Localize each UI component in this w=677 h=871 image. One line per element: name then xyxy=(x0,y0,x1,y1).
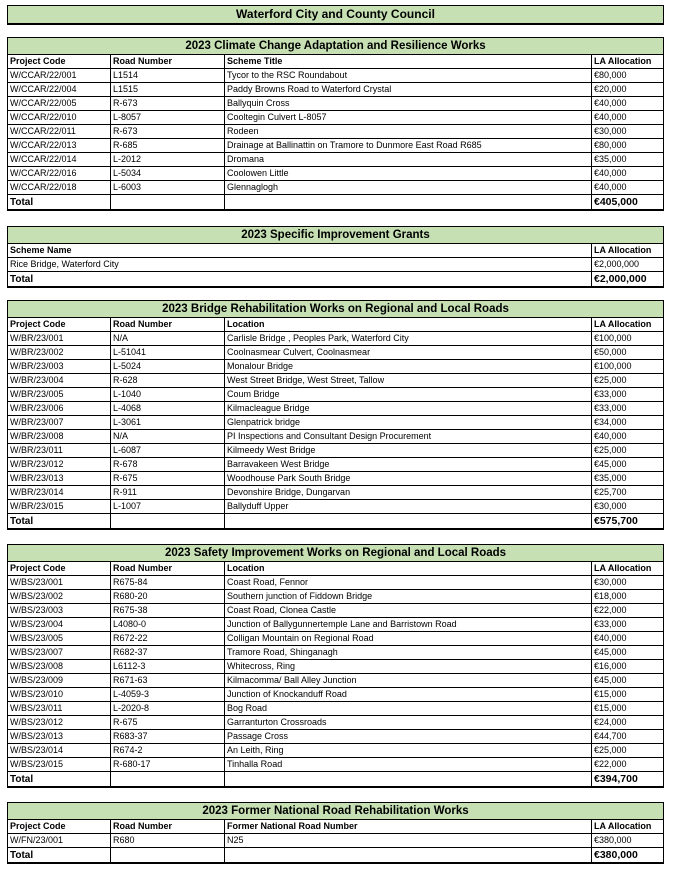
table-row xyxy=(8,69,664,83)
table-cell: Coolowen Little xyxy=(225,167,592,181)
section-title: 2023 Former National Road Rehabilitation Works xyxy=(8,803,664,820)
table-cell: R-673 xyxy=(111,97,225,111)
section-title-row xyxy=(8,227,664,244)
column-header-row xyxy=(8,820,664,834)
table-cell: Southern junction of Fiddown Bridge xyxy=(225,590,592,604)
table-cell: L-8057 xyxy=(111,111,225,125)
table-cell: Rice Bridge, Waterford City xyxy=(8,258,592,272)
table-cell: Garranturton Crossroads xyxy=(225,716,592,730)
table-cell: Drainage at Ballinattin on Tramore to Dunmore East Road R685 xyxy=(225,139,592,153)
allocation-cell: €35,000 xyxy=(592,472,664,486)
table-cell: L-3061 xyxy=(111,416,225,430)
table-cell: R672-22 xyxy=(111,632,225,646)
column-header: Scheme Name xyxy=(8,244,592,258)
climate-change-table xyxy=(7,37,664,211)
table-cell: N/A xyxy=(111,430,225,444)
table-cell: W/BS/23/005 xyxy=(8,632,111,646)
allocation-cell: €40,000 xyxy=(592,430,664,444)
table-cell: L-1040 xyxy=(111,388,225,402)
column-header: LA Allocation xyxy=(592,820,664,834)
table-cell: W/BS/23/002 xyxy=(8,590,111,604)
table-row xyxy=(8,139,664,153)
table-cell: Junction of Knockanduff Road xyxy=(225,688,592,702)
table-cell: Dromana xyxy=(225,153,592,167)
total-amount: €394,700 xyxy=(592,772,664,788)
table-row xyxy=(8,688,664,702)
table-row xyxy=(8,402,664,416)
table-cell: W/BS/23/010 xyxy=(8,688,111,702)
table-cell: L1515 xyxy=(111,83,225,97)
table-row xyxy=(8,674,664,688)
total-row xyxy=(8,772,664,788)
table-cell: R675-84 xyxy=(111,576,225,590)
allocation-cell: €30,000 xyxy=(592,500,664,514)
table-row xyxy=(8,167,664,181)
table-row xyxy=(8,388,664,402)
table-cell: L-51041 xyxy=(111,346,225,360)
table-row xyxy=(8,716,664,730)
table-row xyxy=(8,604,664,618)
table-cell: W/CCAR/22/010 xyxy=(8,111,111,125)
table-row xyxy=(8,346,664,360)
table-cell: Glenpatrick bridge xyxy=(225,416,592,430)
table-cell: L-2020-8 xyxy=(111,702,225,716)
allocation-cell: €100,000 xyxy=(592,332,664,346)
table-cell: Kilmacomma/ Ball Alley Junction xyxy=(225,674,592,688)
allocation-cell: €15,000 xyxy=(592,702,664,716)
allocation-cell: €40,000 xyxy=(592,632,664,646)
table-cell: W/BS/23/001 xyxy=(8,576,111,590)
allocation-cell: €22,000 xyxy=(592,604,664,618)
table-cell: L-4059-3 xyxy=(111,688,225,702)
table-cell: W/BS/23/004 xyxy=(8,618,111,632)
bridge-rehabilitation-table xyxy=(7,300,664,530)
table-cell: L-5024 xyxy=(111,360,225,374)
table-cell: W/BS/23/003 xyxy=(8,604,111,618)
table-row xyxy=(8,430,664,444)
table-cell: R-673 xyxy=(111,125,225,139)
column-header: Road Number xyxy=(111,318,225,332)
section-title: 2023 Bridge Rehabilitation Works on Regional and Local Roads xyxy=(8,301,664,318)
table-cell: Devonshire Bridge, Dungarvan xyxy=(225,486,592,500)
table-row xyxy=(8,472,664,486)
allocation-cell: €380,000 xyxy=(592,834,664,848)
table-cell: Colligan Mountain on Regional Road xyxy=(225,632,592,646)
allocation-cell: €24,000 xyxy=(592,716,664,730)
table-cell: L6112-3 xyxy=(111,660,225,674)
table-cell: Coast Road, Clonea Castle xyxy=(225,604,592,618)
table-cell: R680 xyxy=(111,834,225,848)
empty-cell xyxy=(111,848,225,864)
table-cell: Kilmacleague Bridge xyxy=(225,402,592,416)
table-row xyxy=(8,576,664,590)
allocation-cell: €80,000 xyxy=(592,69,664,83)
table-row xyxy=(8,360,664,374)
allocation-cell: €33,000 xyxy=(592,388,664,402)
table-cell: Cooltegin Culvert L-8057 xyxy=(225,111,592,125)
table-cell: W/BR/23/015 xyxy=(8,500,111,514)
total-amount: €2,000,000 xyxy=(592,272,664,288)
section-title: 2023 Specific Improvement Grants xyxy=(8,227,664,244)
table-cell: W/BS/23/015 xyxy=(8,758,111,772)
table-row xyxy=(8,744,664,758)
empty-cell xyxy=(111,195,225,211)
section-title-row xyxy=(8,545,664,562)
table-cell: W/CCAR/22/001 xyxy=(8,69,111,83)
former-national-road-table xyxy=(7,802,664,864)
allocation-cell: €25,000 xyxy=(592,744,664,758)
table-cell: R682-37 xyxy=(111,646,225,660)
table-cell: Tycor to the RSC Roundabout xyxy=(225,69,592,83)
table-row xyxy=(8,660,664,674)
table-cell: An Leith, Ring xyxy=(225,744,592,758)
table-cell: R-678 xyxy=(111,458,225,472)
table-cell: W/BR/23/008 xyxy=(8,430,111,444)
total-amount: €380,000 xyxy=(592,848,664,864)
page-title: Waterford City and County Council xyxy=(7,5,664,25)
table-cell: Whitecross, Ring xyxy=(225,660,592,674)
table-cell: W/BS/23/013 xyxy=(8,730,111,744)
column-header: Former National Road Number xyxy=(225,820,592,834)
table-cell: W/BR/23/011 xyxy=(8,444,111,458)
table-cell: Paddy Browns Road to Waterford Crystal xyxy=(225,83,592,97)
table-row xyxy=(8,416,664,430)
table-cell: W/BS/23/014 xyxy=(8,744,111,758)
table-cell: Tramore Road, Shinganagh xyxy=(225,646,592,660)
column-header: Project Code xyxy=(8,55,111,69)
table-row xyxy=(8,258,664,272)
table-cell: N25 xyxy=(225,834,592,848)
table-cell: Junction of Ballygunnertemple Lane and Barristown Road xyxy=(225,618,592,632)
column-header: Road Number xyxy=(111,820,225,834)
allocation-cell: €44,700 xyxy=(592,730,664,744)
table-cell: Glennaglogh xyxy=(225,181,592,195)
total-label: Total xyxy=(8,272,592,288)
total-label: Total xyxy=(8,848,111,864)
allocation-cell: €15,000 xyxy=(592,688,664,702)
column-header: Location xyxy=(225,318,592,332)
allocation-cell: €25,000 xyxy=(592,444,664,458)
empty-cell xyxy=(111,514,225,530)
column-header: Road Number xyxy=(111,55,225,69)
column-header: Scheme Title xyxy=(225,55,592,69)
table-cell: R-911 xyxy=(111,486,225,500)
allocation-cell: €40,000 xyxy=(592,181,664,195)
table-cell: R671-63 xyxy=(111,674,225,688)
allocation-cell: €33,000 xyxy=(592,618,664,632)
table-cell: Passage Cross xyxy=(225,730,592,744)
table-cell: L4080-0 xyxy=(111,618,225,632)
allocation-cell: €34,000 xyxy=(592,416,664,430)
table-cell: L-1007 xyxy=(111,500,225,514)
allocation-cell: €30,000 xyxy=(592,125,664,139)
empty-cell xyxy=(111,772,225,788)
table-row xyxy=(8,97,664,111)
table-cell: West Street Bridge, West Street, Tallow xyxy=(225,374,592,388)
table-cell: L-6003 xyxy=(111,181,225,195)
table-cell: W/BR/23/006 xyxy=(8,402,111,416)
table-cell: W/CCAR/22/016 xyxy=(8,167,111,181)
table-cell: L-4068 xyxy=(111,402,225,416)
allocation-cell: €25,000 xyxy=(592,374,664,388)
empty-cell xyxy=(225,848,592,864)
allocation-cell: €35,000 xyxy=(592,153,664,167)
table-cell: W/BS/23/009 xyxy=(8,674,111,688)
column-header-row xyxy=(8,562,664,576)
table-cell: W/BS/23/007 xyxy=(8,646,111,660)
table-row xyxy=(8,646,664,660)
table-cell: R-685 xyxy=(111,139,225,153)
section-title: 2023 Climate Change Adaptation and Resilience Works xyxy=(8,38,664,55)
table-cell: Ballyquin Cross xyxy=(225,97,592,111)
column-header: LA Allocation xyxy=(592,244,664,258)
table-cell: Rodeen xyxy=(225,125,592,139)
table-cell: W/BR/23/014 xyxy=(8,486,111,500)
table-cell: W/BR/23/005 xyxy=(8,388,111,402)
table-row xyxy=(8,618,664,632)
allocation-cell: €30,000 xyxy=(592,576,664,590)
table-cell: W/CCAR/22/004 xyxy=(8,83,111,97)
table-row xyxy=(8,730,664,744)
table-cell: Tinhalla Road xyxy=(225,758,592,772)
table-cell: Woodhouse Park South Bridge xyxy=(225,472,592,486)
table-row xyxy=(8,500,664,514)
table-cell: L-6087 xyxy=(111,444,225,458)
table-row xyxy=(8,702,664,716)
table-cell: W/BR/23/013 xyxy=(8,472,111,486)
table-cell: PI Inspections and Consultant Design Procurement xyxy=(225,430,592,444)
table-cell: W/BR/23/004 xyxy=(8,374,111,388)
allocation-cell: €45,000 xyxy=(592,458,664,472)
section-title-row xyxy=(8,301,664,318)
allocation-cell: €40,000 xyxy=(592,97,664,111)
table-cell: L1514 xyxy=(111,69,225,83)
table-cell: W/BS/23/012 xyxy=(8,716,111,730)
column-header: Road Number xyxy=(111,562,225,576)
table-cell: Coast Road, Fennor xyxy=(225,576,592,590)
table-row xyxy=(8,486,664,500)
total-label: Total xyxy=(8,195,111,211)
table-cell: R-628 xyxy=(111,374,225,388)
table-cell: W/CCAR/22/011 xyxy=(8,125,111,139)
allocation-cell: €18,000 xyxy=(592,590,664,604)
table-row xyxy=(8,153,664,167)
allocation-cell: €16,000 xyxy=(592,660,664,674)
table-row xyxy=(8,758,664,772)
table-row xyxy=(8,332,664,346)
table-cell: Monalour Bridge xyxy=(225,360,592,374)
table-row xyxy=(8,111,664,125)
table-cell: Ballyduff Upper xyxy=(225,500,592,514)
table-row xyxy=(8,125,664,139)
column-header: LA Allocation xyxy=(592,562,664,576)
allocation-cell: €100,000 xyxy=(592,360,664,374)
empty-cell xyxy=(225,195,592,211)
column-header: Project Code xyxy=(8,562,111,576)
table-cell: Kilmeedy West Bridge xyxy=(225,444,592,458)
table-cell: W/BR/23/002 xyxy=(8,346,111,360)
allocation-cell: €22,000 xyxy=(592,758,664,772)
table-cell: R680-20 xyxy=(111,590,225,604)
table-cell: W/BR/23/012 xyxy=(8,458,111,472)
column-header: LA Allocation xyxy=(592,55,664,69)
table-row xyxy=(8,834,664,848)
total-amount: €575,700 xyxy=(592,514,664,530)
total-row xyxy=(8,195,664,211)
section-title-row xyxy=(8,38,664,55)
column-header: Project Code xyxy=(8,820,111,834)
table-cell: Coolnasmear Culvert, Coolnasmear xyxy=(225,346,592,360)
table-row xyxy=(8,181,664,195)
table-cell: R-675 xyxy=(111,716,225,730)
table-row xyxy=(8,444,664,458)
table-cell: W/BS/23/008 xyxy=(8,660,111,674)
table-cell: W/BR/23/007 xyxy=(8,416,111,430)
table-row xyxy=(8,83,664,97)
allocation-cell: €80,000 xyxy=(592,139,664,153)
total-label: Total xyxy=(8,514,111,530)
table-cell: R683-37 xyxy=(111,730,225,744)
allocation-cell: €45,000 xyxy=(592,674,664,688)
table-row xyxy=(8,374,664,388)
table-cell: R-675 xyxy=(111,472,225,486)
allocation-cell: €45,000 xyxy=(592,646,664,660)
column-header-row xyxy=(8,55,664,69)
table-cell: R675-38 xyxy=(111,604,225,618)
allocation-cell: €25,700 xyxy=(592,486,664,500)
empty-cell xyxy=(225,772,592,788)
table-cell: N/A xyxy=(111,332,225,346)
section-title: 2023 Safety Improvement Works on Regional and Local Roads xyxy=(8,545,664,562)
table-cell: W/CCAR/22/013 xyxy=(8,139,111,153)
allocation-cell: €40,000 xyxy=(592,167,664,181)
table-cell: W/BR/23/003 xyxy=(8,360,111,374)
specific-improvement-grants-table xyxy=(7,226,664,288)
table-row xyxy=(8,458,664,472)
column-header-row xyxy=(8,318,664,332)
table-cell: Bog Road xyxy=(225,702,592,716)
total-row xyxy=(8,848,664,864)
allocation-cell: €50,000 xyxy=(592,346,664,360)
table-cell: R-680-17 xyxy=(111,758,225,772)
allocation-cell: €33,000 xyxy=(592,402,664,416)
allocation-cell: €2,000,000 xyxy=(592,258,664,272)
total-row xyxy=(8,272,664,288)
table-cell: Barravakeen West Bridge xyxy=(225,458,592,472)
table-cell: W/CCAR/22/005 xyxy=(8,97,111,111)
allocation-cell: €40,000 xyxy=(592,111,664,125)
table-cell: L-2012 xyxy=(111,153,225,167)
total-row xyxy=(8,514,664,530)
table-cell: R674-2 xyxy=(111,744,225,758)
total-amount: €405,000 xyxy=(592,195,664,211)
column-header: LA Allocation xyxy=(592,318,664,332)
empty-cell xyxy=(225,514,592,530)
table-row xyxy=(8,590,664,604)
allocation-cell: €20,000 xyxy=(592,83,664,97)
column-header-row xyxy=(8,244,664,258)
safety-improvement-table xyxy=(7,544,664,788)
table-cell: W/CCAR/22/018 xyxy=(8,181,111,195)
section-title-row xyxy=(8,803,664,820)
table-row xyxy=(8,632,664,646)
table-cell: W/BS/23/011 xyxy=(8,702,111,716)
table-cell: Carlisle Bridge , Peoples Park, Waterford City xyxy=(225,332,592,346)
total-label: Total xyxy=(8,772,111,788)
column-header: Project Code xyxy=(8,318,111,332)
column-header: Location xyxy=(225,562,592,576)
table-cell: W/BR/23/001 xyxy=(8,332,111,346)
table-cell: W/FN/23/001 xyxy=(8,834,111,848)
table-cell: L-5034 xyxy=(111,167,225,181)
table-cell: W/CCAR/22/014 xyxy=(8,153,111,167)
table-cell: Coum Bridge xyxy=(225,388,592,402)
